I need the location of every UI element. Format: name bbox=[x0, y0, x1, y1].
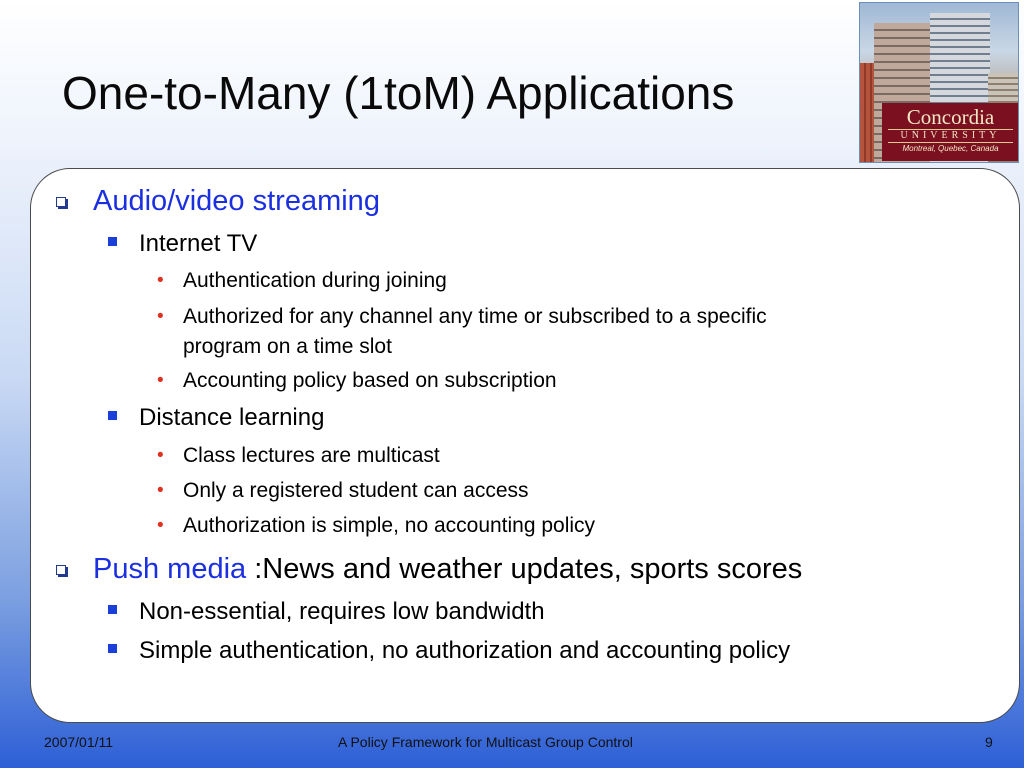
dot-bullet-icon: • bbox=[157, 515, 164, 536]
square-bullet-icon bbox=[108, 605, 117, 614]
dot-bullet-icon: • bbox=[157, 306, 164, 327]
bullet-simple-authentication: Simple authentication, no authorization and accounting policy bbox=[139, 637, 791, 664]
push-media-description: :News and weather updates, sports scores bbox=[246, 553, 803, 585]
bullet-non-essential: Non-essential, requires low bandwidth bbox=[139, 598, 545, 625]
logo-name: Concordia bbox=[906, 105, 995, 129]
concordia-logo bbox=[859, 2, 1019, 163]
bullet-authorized-line1: Authorized for any channel any time or subscribed to a specific bbox=[183, 305, 767, 328]
footer-page-number: 9 bbox=[985, 734, 993, 750]
logo-banner bbox=[882, 103, 1019, 161]
bullet-distance-learning: Distance learning bbox=[139, 404, 325, 431]
bullet-authorized-line2: program on a time slot bbox=[183, 335, 392, 358]
logo-subtitle: UNIVERSITY bbox=[888, 129, 1013, 143]
logo-location: Montreal, Quebec, Canada bbox=[902, 144, 999, 153]
bullet-audio-video-heading: Audio/video streaming bbox=[93, 185, 380, 217]
dot-bullet-icon: • bbox=[157, 370, 164, 391]
push-media-heading: Push media bbox=[93, 553, 247, 585]
dot-bullet-icon: • bbox=[157, 445, 164, 466]
bullet-internet-tv: Internet TV bbox=[139, 230, 258, 257]
bullet-auth-joining: Authentication during joining bbox=[183, 269, 447, 292]
dot-bullet-icon: • bbox=[157, 480, 164, 501]
bullet-simple-auth: Authorization is simple, no accounting policy bbox=[183, 514, 596, 537]
square-bullet-icon bbox=[108, 644, 117, 653]
footer-date: 2007/01/11 bbox=[44, 734, 114, 750]
hollow-square-bullet-icon bbox=[56, 197, 66, 207]
square-bullet-icon bbox=[108, 237, 117, 246]
hollow-square-bullet-icon bbox=[56, 565, 66, 575]
square-bullet-icon bbox=[108, 411, 117, 420]
slide-title: One-to-Many (1toM) Applications bbox=[62, 67, 735, 119]
bullet-registered: Only a registered student can access bbox=[183, 479, 529, 502]
footer-title: A Policy Framework for Multicast Group Control bbox=[338, 734, 633, 750]
bullet-push-media bbox=[93, 555, 802, 584]
bullet-accounting: Accounting policy based on subscription bbox=[183, 369, 557, 392]
bullet-class-lectures: Class lectures are multicast bbox=[183, 444, 440, 467]
dot-bullet-icon: • bbox=[157, 270, 164, 291]
